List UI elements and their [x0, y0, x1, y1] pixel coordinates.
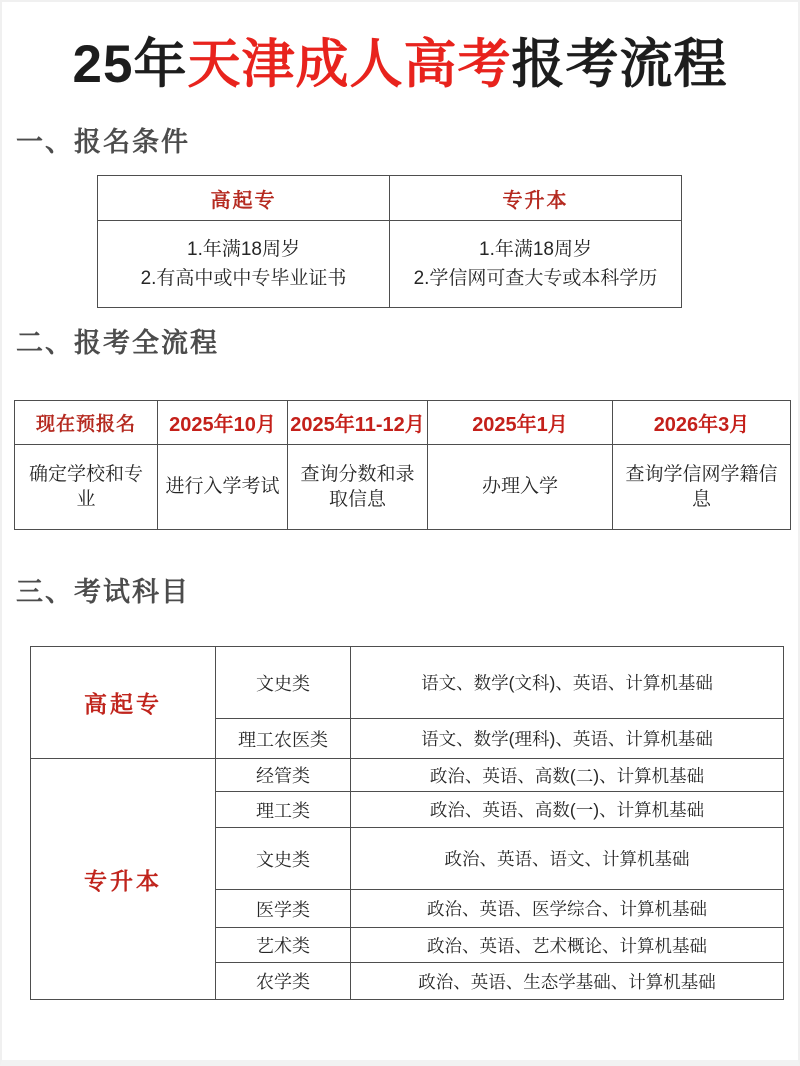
table-row [31, 759, 784, 792]
condition-line: 2.有高中或中专毕业证书 [140, 268, 347, 290]
condition-line: 2.学信网可查大专或本科学历 [413, 268, 658, 290]
subjects-list: 语文、数学(理科)、英语、计算机基础 [351, 719, 784, 759]
process-header-novdec2025: 2025年11-12月 [288, 401, 428, 445]
subjects-level-gaoqizhuan: 高起专 [31, 647, 216, 759]
conditions-header-row [98, 176, 682, 221]
process-body-row [15, 445, 791, 530]
subjects-list: 政治、英语、高数(二)、计算机基础 [351, 759, 784, 792]
subjects-level-zhuanshengben: 专升本 [31, 759, 216, 1000]
process-header-row [15, 401, 791, 445]
subjects-category: 理工类 [216, 792, 351, 828]
subjects-category: 医学类 [216, 890, 351, 928]
subjects-category: 艺术类 [216, 928, 351, 963]
title-part-year: 25年 [72, 35, 188, 94]
process-step-entrance-exam: 进行入学考试 [158, 445, 288, 530]
process-step-choose-school: 确定学校和专业 [15, 445, 158, 530]
condition-line: 1.年满18周岁 [479, 238, 592, 260]
title-part-highlight: 天津成人高考 [187, 35, 512, 94]
subjects-list: 政治、英语、医学综合、计算机基础 [351, 890, 784, 928]
conditions-cell-zhuanshengben [390, 221, 682, 308]
subjects-list: 政治、英语、生态学基础、计算机基础 [351, 963, 784, 1000]
section-heading-process: 二、报考全流程 [16, 328, 219, 359]
process-step-check-scores: 查询分数和录取信息 [288, 445, 428, 530]
subjects-category: 文史类 [216, 647, 351, 719]
process-step-enrollment: 办理入学 [428, 445, 613, 530]
conditions-header-gaoqizhuan: 高起专 [98, 176, 390, 221]
subjects-list: 政治、英语、语文、计算机基础 [351, 828, 784, 890]
title-part-suffix: 报考流程 [511, 35, 728, 94]
section-heading-subjects: 三、考试科目 [16, 577, 190, 608]
conditions-cell-gaoqizhuan [98, 221, 390, 308]
conditions-table [97, 175, 682, 308]
process-header-oct2025: 2025年10月 [158, 401, 288, 445]
subjects-list: 语文、数学(文科)、英语、计算机基础 [351, 647, 784, 719]
subjects-category: 理工农医类 [216, 719, 351, 759]
conditions-header-zhuanshengben: 专升本 [390, 176, 682, 221]
process-table [14, 400, 791, 530]
subjects-category: 经管类 [216, 759, 351, 792]
subjects-list: 政治、英语、艺术概论、计算机基础 [351, 928, 784, 963]
process-header-prereg: 现在预报名 [15, 401, 158, 445]
subjects-list: 政治、英语、高数(一)、计算机基础 [351, 792, 784, 828]
subjects-category: 农学类 [216, 963, 351, 1000]
process-header-jan2025: 2025年1月 [428, 401, 613, 445]
condition-line: 1.年满18周岁 [187, 238, 300, 260]
conditions-body-row [98, 221, 682, 308]
section-heading-conditions: 一、报名条件 [16, 127, 190, 158]
process-step-check-status: 查询学信网学籍信息 [613, 445, 791, 530]
subjects-category: 文史类 [216, 828, 351, 890]
subjects-table [30, 646, 784, 1000]
process-header-mar2026: 2026年3月 [613, 401, 791, 445]
poster-title [2, 32, 798, 98]
table-row [31, 647, 784, 719]
